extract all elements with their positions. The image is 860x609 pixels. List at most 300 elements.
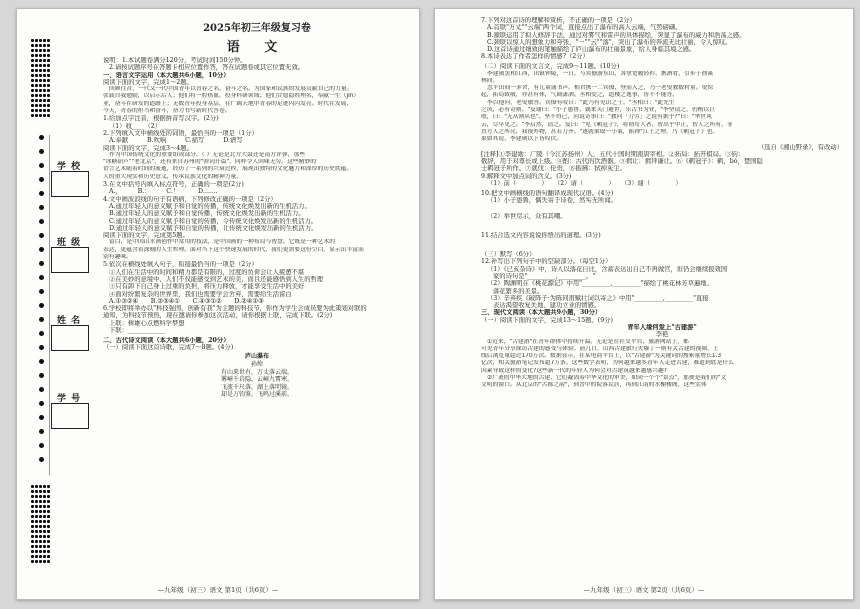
binding-dot (39, 233, 44, 238)
text-line: 9.解释文中加点词的含义。(3分) (481, 172, 572, 180)
binding-dot (35, 99, 38, 102)
binding-dot (31, 505, 34, 508)
binding-dot (39, 104, 42, 107)
text-line: （选自《湘山野录》，有改动） (757, 143, 843, 151)
text-line: 5.依次在横线处填入句子，衔接最恰当的一项是（2分） (103, 261, 258, 269)
text-line: （3）辛弃疾《破阵子·为陈同甫赋壮词以寄之》中用"_________,_________"直接 (487, 294, 709, 302)
poem-title: 庐山瀑布 (244, 353, 269, 361)
binding-dot (43, 520, 46, 523)
binding-dot (47, 550, 50, 553)
binding-dot (43, 84, 46, 87)
text-line: 李艳 (655, 331, 669, 339)
binding-dot (31, 545, 34, 548)
exam-page-2 (434, 8, 854, 600)
text-line: ②广袤的中华大地的古建，它们凝固着中华文化的审美，如同一个个"景点"，那便是我们的"文 (487, 375, 727, 382)
binding-dot (43, 535, 46, 538)
binding-dot (43, 69, 46, 72)
text-line: 可见青年分享探访古建的感受与体验。前几日，山西古建旅行火爆了一则有关古建的视频，上 (481, 345, 719, 352)
binding-dot (47, 54, 50, 57)
binding-dot (43, 560, 46, 563)
text-line: 表达渴望收复失地、建功立业的情感。 (493, 302, 601, 310)
binding-dot (39, 555, 42, 558)
binding-dot (47, 515, 50, 518)
binding-dot (47, 540, 50, 543)
student-id-field[interactable] (51, 403, 89, 429)
binding-dot (39, 74, 42, 77)
text-line: 11.结合选文内容说说你悟出的道理。(3分) (481, 232, 601, 240)
binding-dot (31, 64, 34, 67)
school-label: 学 校 (57, 162, 82, 172)
text-line: [注释]①李建勋：广陵（今江苏扬州）人，五代十国时期南唐宰相。②拓局：拓开棋局。③钧： (481, 150, 745, 158)
binding-dot (31, 530, 34, 533)
binding-dot (47, 500, 50, 503)
binding-dot (35, 520, 38, 523)
binding-dot (35, 530, 38, 533)
binding-dot (39, 191, 44, 196)
binding-dot (31, 114, 34, 117)
binding-dot (31, 500, 34, 503)
text-line: （1）前（ ） （2）请（ ） （3）谢（ ） (487, 180, 682, 188)
binding-dot (47, 64, 50, 67)
binding-dot (35, 89, 38, 92)
binding-dot (43, 64, 46, 67)
binding-dot (43, 44, 46, 47)
binding-dot (31, 560, 34, 563)
text-line: （2）陶渊明在《桃花源记》中用"_________,_________"描绘了桃花林芳草遍地、 (487, 280, 713, 288)
binding-dot (43, 490, 46, 493)
text-line: 下联：____________ (109, 326, 166, 334)
binding-dot (43, 485, 46, 488)
text-line: 3.在文中括号内填入标点符号，正确的一项是(2分) (103, 181, 244, 189)
binding-dot (39, 429, 44, 434)
binding-dot (47, 495, 50, 498)
school-field[interactable] (51, 171, 89, 197)
binding-dot (43, 545, 46, 548)
binding-dot (39, 69, 42, 72)
text-line: ③只有卸下自己身上过重的负担，将压力释放，才能享受生活中的美好 (109, 283, 305, 291)
text-line: A.通过年轻人的意义赋予和自觉的传播，传统文化焕发出新的生机活力。 (109, 202, 311, 210)
text-line: A.首联"万丈""云端"两个词，直接点出了瀑布的高人云端，气势磅礴。 (487, 24, 682, 32)
binding-dot (39, 59, 42, 62)
name-label: 姓 名 (57, 316, 82, 326)
binding-dot (39, 99, 42, 102)
binding-dot (39, 94, 42, 97)
binding-dot (31, 510, 34, 513)
text-line: 表达，更蕴含着深刻的人生哲理。面对当下这个快速发展的时代，我们更需要这份空白，显示出丰富而 (103, 246, 364, 253)
binding-dot (39, 64, 42, 67)
binding-dot (47, 490, 50, 493)
text-line: ①人们在生活中的时间和精力都是有限的，过度的负荷会让人疲惫不堪 (109, 268, 305, 276)
poem-author: 孙绰 (250, 360, 263, 368)
text-line: 留白，是中国山水画创作中常用的技法，是中国画的一种布局与智慧。它既是一种艺术的 (109, 239, 336, 246)
binding-dot (47, 485, 50, 488)
binding-dot (39, 135, 44, 140)
text-line: 7.下列对这首诗的理解和赏析，不正确的一项是（2分） (481, 17, 636, 24)
text-line: 阅读下面的文字，完成1～2题。 (103, 78, 193, 86)
binding-dot (31, 104, 34, 107)
binding-dot (39, 505, 42, 508)
binding-dot (31, 74, 34, 77)
binding-dot (43, 99, 46, 102)
binding-dot (35, 550, 38, 553)
binding-dot (31, 485, 34, 488)
binding-dot (35, 49, 38, 52)
exam-page-1 (16, 8, 420, 600)
binding-dot (39, 39, 42, 42)
binding-dot (31, 495, 34, 498)
binding-dot (39, 44, 42, 47)
binding-dot (35, 84, 38, 87)
binding-dot (31, 54, 34, 57)
binding-dot (47, 545, 50, 548)
poem-line: 有山来世有，万丈落云端。 (220, 368, 293, 376)
text-line: D.这首诗通过细致的笔触描绘了庐山瀑布的壮丽景象，给人身临其境之感。 (487, 46, 696, 54)
binding-dot (43, 555, 46, 558)
binding-dot (35, 44, 38, 47)
binding-dot (43, 104, 46, 107)
text-line: ②在美妙的意境中，人们不仅能感受到艺术的美，而且还能感悟到人生的哲理 (109, 275, 324, 283)
binding-dot (31, 44, 34, 47)
text-line: （1）收____（2）______ (109, 122, 180, 130)
binding-dot (39, 500, 42, 503)
binding-dot (43, 79, 46, 82)
binding-dot (47, 44, 50, 47)
binding-dot (39, 535, 42, 538)
binding-line (49, 135, 50, 475)
page2-text (481, 17, 843, 390)
binding-dot (35, 500, 38, 503)
binding-dot (43, 510, 46, 513)
binding-dot (31, 535, 34, 538)
text-line: 般，曰："无从则从也"。坚不得已，问说奇事曰："教问「刀劳」之说有据乎?"曰："华世风 (481, 114, 712, 121)
text-line: 敬辞，用于对尊长或上级。④酌：古代的饮酒器。⑤揖让：揖拜谦让。⑥《鹌冠子》：鹌，bó，楚国隐 (481, 158, 763, 166)
binding-dot (31, 59, 34, 62)
binding-dot (35, 79, 38, 82)
binding-dot (39, 495, 42, 498)
binding-dot (35, 54, 38, 57)
binding-dot (35, 560, 38, 563)
text-line: 文明的窗口。从北京的"古都之韵"，到晋中的院落民居，再到江南的水榭楼阁，这些实体 (481, 382, 707, 389)
binding-dot (39, 177, 44, 182)
binding-dot (39, 109, 42, 112)
text-line: 别有趣味。 (103, 254, 132, 261)
text-line: 李以他问，老叟敏答。宾僚有叹曰："此乃有见识之士。"丞相曰："此先生 (487, 99, 675, 106)
binding-dot (31, 94, 34, 97)
binding-dot (35, 104, 38, 107)
binding-dot (43, 94, 46, 97)
text-line: 落花繁多的美景。 (493, 287, 544, 295)
text-line: 起，拓局致敬，亦甚有体，气调潇洒。丞相爱之，道楼之逸事，皆不不能答。 (481, 92, 679, 99)
text-line: A.奉献 B.吹响 C.描写 D.谱写 (109, 137, 243, 145)
binding-dot (39, 163, 44, 168)
text-line: 12.补写出下列句子中的空缺部分。（每空1分） (481, 258, 612, 266)
binding-dot (43, 74, 46, 77)
binding-dot (35, 109, 38, 112)
text-line: 士鹌冠子所作。⑦就伐：伦贵，⑧振拂：拭掉灰尘。 (481, 165, 626, 173)
class-label: 班 级 (57, 238, 82, 248)
binding-dot (39, 317, 44, 322)
text-line: 通知，为科技节预热，现在邀请你参加这次活动，请你根据上联，完成下联。(2分) (103, 312, 333, 320)
binding-dot (39, 550, 42, 553)
page2-content (481, 17, 843, 390)
poem-line: 雾嶂千岩隐，云嶂九霄寒。 (220, 376, 293, 384)
text-line: B.颔联运用了拟人修辞手法，通过对雾气和雷声的具体描绘，突显了瀑布的威力和浩荡之感。 (487, 31, 746, 39)
binding-dot (43, 540, 46, 543)
text-line: C.颈联以惊人的想象力和夸张，"一""云""落"，突出了瀑布的奔流无比壮丽，令人惊叹。 (487, 38, 732, 46)
text-line: 果如其说，李建勋以下皆叹伏。 (481, 136, 563, 143)
poem-line: 却是万钧鉴，飞鸣过溪前。 (220, 391, 293, 399)
text-line: 10.把文中画横线的语句翻译成现代汉语。(4分) (481, 189, 614, 197)
top-dot-grid (31, 39, 51, 117)
binding-dot (47, 505, 50, 508)
binding-dot (39, 560, 42, 563)
binding-dot (47, 520, 50, 523)
binding-dot (35, 114, 38, 117)
text-line: 业，奋斗在研发的道路上；无数青年投身基层，在广阔天地中青春的足迹闪闪发亮。时代在发展， (103, 100, 353, 107)
text-line: ①近来，"古建游"在青年群体中持续升温。无论是在社交平台、旅游网站上，都 (487, 338, 689, 345)
text-line: 云，尽早见之。"李启然，请之。复曰："见《鹌冠子》，将谓苟人者，智出乎中正，智人之所有，非 (481, 121, 733, 128)
text-line: 作为中国传统文化的重要组成部分，（ ）无论是北方大鼓还是南方评弹，那些 (109, 151, 306, 158)
binding-dot (31, 550, 34, 553)
binding-dot (43, 114, 46, 117)
binding-dot (39, 545, 42, 548)
text-line: 一、语言文字运用（本大题共6小题，10分） (103, 71, 230, 79)
binding-dot (39, 490, 42, 493)
text-line: （二）阅读下面的文言文，完成9～11题。(10分) (481, 63, 620, 71)
binding-dot (47, 525, 50, 528)
binding-dot (31, 79, 34, 82)
binding-dot (39, 261, 44, 266)
text-line: "冰糖葫芦""老北京"，还有来自苏州的"弹词开篇"，同样令人回味无穷。这些精妙的 (103, 159, 317, 166)
text-line: 8.本诗表达了作者怎样的情感?（2分） (481, 53, 589, 61)
binding-dot (39, 79, 42, 82)
binding-dot (43, 495, 46, 498)
binding-dot (31, 39, 34, 42)
binding-dot (43, 550, 46, 553)
binding-dot (47, 560, 50, 563)
binding-dot (39, 530, 42, 533)
binding-dot (39, 443, 44, 448)
binding-dot (31, 515, 34, 518)
binding-dot (31, 84, 34, 87)
binding-dot (43, 54, 46, 57)
binding-dot (39, 289, 44, 294)
text-line: 林间。 (481, 77, 499, 84)
binding-dot-column (39, 135, 45, 471)
binding-dot (43, 515, 46, 518)
binding-dot (39, 359, 44, 364)
binding-dot (43, 530, 46, 533)
binding-dot (39, 520, 42, 523)
text-line: 2.请按试题序号在答题卡相应位置作答，答在试题卷或其它位置无效。 (109, 64, 304, 72)
binding-dot (47, 59, 50, 62)
text-line: （一）阅读下面的文字，完成13～15题。(9分) (481, 316, 613, 324)
binding-dot (47, 114, 50, 117)
text-line: 之风，必有奇则。"复谢曰："小子愚鲁，偶来芙门避世，乐古书为业，"李坚请之，仍酌以巨 (481, 107, 716, 114)
binding-dot (47, 109, 50, 112)
page1-footer: —九年级（初三）语文 第1页（共6页）— (157, 586, 279, 594)
binding-dot (35, 540, 38, 543)
binding-dot (47, 49, 50, 52)
binding-dot (47, 79, 50, 82)
text-line: 张载自我勉励，以启示后人；他们将一腔热血，投身科研领域；他们甘愿隐姓埋名，奉献一生（jìn） (103, 93, 360, 100)
binding-dot (47, 89, 50, 92)
text-line: B.通过年轻人的意义赋予和自觉传播，传统文化焕发出新的生机活力。 (109, 210, 305, 218)
text-line: 阅读下面的文字，完成3～4题。 (103, 144, 193, 152)
bottom-dot-grid (31, 485, 51, 563)
binding-dot (43, 505, 46, 508)
binding-dot (35, 515, 38, 518)
binding-dot (47, 535, 50, 538)
text-line: （1）《已亥杂诗》中，诗人以落花自比，含蓄表达出自己不再做官，但仍会继续报效国 (487, 265, 728, 273)
binding-dot (35, 94, 38, 97)
binding-dot (31, 99, 34, 102)
text-line: 阅读下面的文字，完成第5题。 (103, 232, 189, 240)
binding-dot (35, 505, 38, 508)
binding-dot (31, 520, 34, 523)
text-line: （三）默写（6分） (481, 251, 536, 259)
binding-dot (39, 84, 42, 87)
binding-dot (31, 490, 34, 493)
binding-dot (31, 109, 34, 112)
binding-dot (47, 530, 50, 533)
binding-dot (39, 485, 42, 488)
exam-title: 2025年初三年级复习卷 (203, 23, 311, 34)
binding-dot (47, 74, 50, 77)
binding-dot (35, 485, 38, 488)
name-field[interactable] (51, 325, 89, 351)
text-line: 青年人缘何爱上"古建游" (627, 323, 697, 331)
page1-text (103, 57, 411, 351)
binding-dot (35, 59, 38, 62)
binding-dot (39, 515, 42, 518)
binding-dot (39, 345, 44, 350)
binding-dot (35, 545, 38, 548)
page2-footer: —九年级（初三）语文 第2页（共6页）— (583, 586, 705, 594)
text-line: 直方人之所亮，我视外物，甚若刀齐。"遂就架取一小策，振禅"江王之理，乃《鹌冠子》也。 (481, 128, 719, 135)
binding-dot (35, 64, 38, 67)
binding-dot (39, 89, 42, 92)
text-line: 1.给加点字注音，根据拼音写汉字。(2分) (103, 115, 219, 123)
text-line: 回顾往昔，一代又一代中国青年以青春之名，奋斗之名，为国家和民族的发展贡献自己的力量。 (109, 86, 353, 93)
binding-dot (35, 495, 38, 498)
text-line: 李建勋罢相江西，出镇钟陵，一日，与宾僚游东山，各掌宽履轻衫，携酒肴，引步于渔溪 (487, 70, 714, 77)
text-line: 亿次，相关旅游笔记发布超7万条。这些数字表明，为何越来越多青年人走进古建，难道到底是什么 (481, 360, 734, 367)
class-field[interactable] (51, 247, 89, 273)
text-line: 因素导致这样的变化?这些新一代的年轻人为何会对古建筑越来越感兴趣? (481, 367, 667, 374)
binding-dot (39, 219, 44, 224)
binding-dot (39, 247, 44, 252)
binding-dot (43, 500, 46, 503)
binding-dot (39, 525, 42, 528)
text-line: A.①③②④ B.②③④① C.④③①② D.②④①③ (109, 297, 264, 305)
binding-dot (39, 114, 42, 117)
text-line: 今天，青春的担当和奋斗，奋力书写新时代答卷。 (103, 108, 231, 115)
binding-dot (31, 540, 34, 543)
binding-dot (47, 39, 50, 42)
subject-title: 语 文 (226, 40, 288, 55)
binding-dot (39, 54, 42, 57)
binding-dot (47, 555, 50, 558)
binding-dot (43, 89, 46, 92)
binding-dot (47, 94, 50, 97)
binding-dot (39, 510, 42, 513)
binding-dot (39, 205, 44, 210)
poem-line: 飞流千尺落，湖上落明镜。 (220, 383, 293, 391)
text-line: （1）小子愚鲁，偶失寄于诗卷，然实无所闻。 (487, 197, 617, 205)
binding-dot (31, 49, 34, 52)
binding-dot (39, 457, 44, 462)
binding-dot (35, 490, 38, 493)
text-line (481, 204, 843, 213)
binding-dot (35, 510, 38, 513)
binding-dot (39, 415, 44, 420)
binding-dot (35, 39, 38, 42)
page1-content (103, 17, 411, 399)
student-id-label: 学 号 (57, 394, 82, 404)
text-line: 忽平田间一茅舍，有儿童诵书声。相君携一二宾僚，登而入之，乃一老叟教数村童。叟惊 (487, 85, 714, 92)
binding-dot (35, 555, 38, 558)
binding-dot (39, 49, 42, 52)
binding-dot (31, 69, 34, 72)
binding-sidebar (27, 39, 99, 589)
text-line: 6.学校即将举办以"科技强国，创新有我"为主题的科技节，你作为学生会成员要为此策划对联的 (103, 305, 367, 313)
text-line (481, 221, 843, 230)
binding-dot (39, 275, 44, 280)
text-line: 家的诗句是"_________,_________。" (493, 272, 596, 280)
binding-dot (43, 59, 46, 62)
binding-dot (47, 510, 50, 513)
text-line: 4.文中画波浪线的句子有语病，下列修改正确的一项是（2分） (103, 195, 277, 203)
binding-dot (39, 540, 42, 543)
binding-dot (35, 74, 38, 77)
binding-dot (43, 49, 46, 52)
text-line (481, 240, 843, 249)
binding-dot (31, 525, 34, 528)
text-line: 2.下列填入文中横线处的词语，最恰当的一项是（1分） (103, 129, 258, 137)
text-line: （2）举世尽示，众有其嘲。 (487, 213, 567, 221)
binding-dot (39, 303, 44, 308)
binding-dot (47, 104, 50, 107)
text-line: 三、现代文阅读（本大题共9小题，30分） (481, 309, 602, 317)
binding-dot (39, 401, 44, 406)
text-line: 线后浏览量超过170万次。数据显示，在某电商平台上，以"古建游"为关键词的搜索量增长1.3 (481, 353, 722, 360)
binding-dot (39, 373, 44, 378)
binding-dot (31, 555, 34, 558)
text-line: 二、古代诗文阅读（本大题共6小题，20分） (103, 336, 230, 344)
binding-dot (35, 525, 38, 528)
text-line: D.通过年轻人的意义赋予和自觉的传播，让传统文化焕发出新的生机活力。 (109, 224, 318, 232)
binding-dot (39, 331, 44, 336)
binding-dot (47, 69, 50, 72)
text-line: ④面对纷繁复杂的世界里，我们也需要学会舍弃，需要给生活留白 (109, 290, 292, 298)
text-line: 语言艺术随着时间的流逝，经历了一系列的兴衰过程，展现出独特的文化魅力和深厚的历史底蕴。 (103, 166, 353, 173)
binding-dot (35, 69, 38, 72)
poem-body (103, 369, 411, 399)
binding-dot (43, 525, 46, 528)
binding-dot (43, 39, 46, 42)
binding-dot (35, 535, 38, 538)
binding-dot (43, 109, 46, 112)
text-line: 人的重大现实和历史意义，传承民族文化的精神力量。 (103, 173, 243, 180)
text-line: A.， B.： C.！ D.…… (109, 188, 218, 196)
binding-dot (47, 99, 50, 102)
binding-dot (31, 89, 34, 92)
text-line: C.通过年轻人的意义赋予和自觉的传播，令传统文化焕发出新的生机活力。 (109, 217, 318, 225)
text-line: （一）阅读下面这首诗歌，完成7～8题。(4分) (103, 344, 234, 352)
text-line: 说明：1.本试题卷满分120分，考试时间150分钟。 (103, 57, 247, 64)
binding-dot (39, 387, 44, 392)
